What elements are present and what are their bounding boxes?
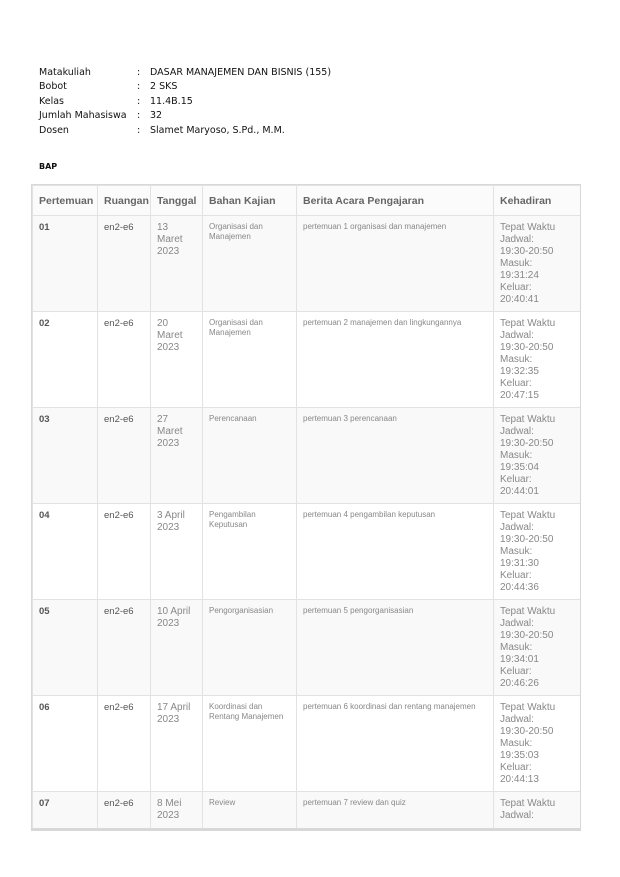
- column-header: Bahan Kajian: [203, 186, 297, 216]
- attendance-line: Jadwal:: [500, 522, 534, 533]
- attendance: [494, 600, 582, 696]
- info-colon: :: [137, 66, 141, 78]
- attendance-line: Keluar:: [500, 378, 532, 389]
- column-header: Ruangan: [98, 186, 151, 216]
- attendance-line: Jadwal:: [500, 234, 534, 245]
- meeting-number: 03: [33, 408, 98, 504]
- attendance-line: Masuk:: [500, 738, 533, 749]
- column-header: Kehadiran: [494, 186, 582, 216]
- attendance-line: 19:35:04: [500, 462, 539, 473]
- attendance-line: 19:35:03: [500, 750, 539, 761]
- attendance: [494, 696, 582, 792]
- table-row: [33, 216, 582, 312]
- attendance-line: Jadwal:: [500, 330, 534, 341]
- info-row: [39, 94, 331, 109]
- info-row: [39, 109, 331, 124]
- attendance: [494, 792, 582, 832]
- attendance-line: Tepat Waktu: [500, 318, 556, 329]
- attendance-line: 20:44:01: [500, 486, 539, 497]
- attendance: [494, 312, 582, 408]
- attendance-line: 19:34:01: [500, 654, 539, 665]
- info-label: Bobot: [39, 81, 67, 93]
- date: 17 April 2023: [151, 696, 203, 792]
- attendance-line: Keluar:: [500, 474, 532, 485]
- table-row: [33, 504, 582, 600]
- attendance-line: 19:30-20:50: [500, 534, 554, 545]
- meeting-number: 01: [33, 216, 98, 312]
- attendance-line: 20:44:36: [500, 582, 539, 593]
- attendance-line: 20:47:15: [500, 390, 539, 401]
- report: pertemuan 4 pengambilan keputusan: [297, 504, 494, 600]
- attendance-line: Masuk:: [500, 546, 533, 557]
- report: pertemuan 3 perencanaan: [297, 408, 494, 504]
- attendance-line: Masuk:: [500, 258, 533, 269]
- attendance-line: 20:44:13: [500, 774, 539, 785]
- meeting-number: 04: [33, 504, 98, 600]
- attendance-line: 19:30-20:50: [500, 342, 554, 353]
- attendance-line: 20:46:26: [500, 678, 539, 689]
- room: en2-e6: [98, 600, 151, 696]
- info-row: [39, 123, 331, 138]
- date: 27 Maret 2023: [151, 408, 203, 504]
- info-colon: :: [137, 110, 141, 122]
- attendance-line: 19:31:30: [500, 558, 539, 569]
- table-row: [33, 408, 582, 504]
- attendance: [494, 408, 582, 504]
- info-value: Slamet Maryoso, S.Pd., M.M.: [150, 124, 285, 136]
- attendance: [494, 216, 582, 312]
- topic: Organisasi dan Manajemen: [203, 216, 297, 312]
- attendance-line: Jadwal:: [500, 426, 534, 437]
- topic: Pengorganisasian: [203, 600, 297, 696]
- attendance-line: 20:40:41: [500, 294, 539, 305]
- info-row: [39, 80, 331, 95]
- date: 10 April 2023: [151, 600, 203, 696]
- date: 8 Mei 2023: [151, 792, 203, 832]
- topic: Organisasi dan Manajemen: [203, 312, 297, 408]
- meeting-number: 02: [33, 312, 98, 408]
- topic: Koordinasi dan Rentang Manajemen: [203, 696, 297, 792]
- attendance-line: Tepat Waktu: [500, 414, 556, 425]
- report: pertemuan 7 review dan quiz: [297, 792, 494, 832]
- section-title: BAP: [39, 162, 58, 171]
- topic: Perencanaan: [203, 408, 297, 504]
- column-header: Tanggal: [151, 186, 203, 216]
- attendance-line: 19:30-20:50: [500, 630, 554, 641]
- course-info: [39, 65, 331, 138]
- meeting-number: 05: [33, 600, 98, 696]
- attendance-line: 19:30-20:50: [500, 726, 554, 737]
- report: pertemuan 2 manajemen dan lingkungannya: [297, 312, 494, 408]
- info-colon: :: [137, 124, 141, 136]
- attendance: [494, 504, 582, 600]
- info-value: 32: [150, 110, 163, 122]
- attendance-line: Tepat Waktu: [500, 222, 556, 233]
- table-row: [33, 696, 582, 792]
- report: pertemuan 5 pengorganisasian: [297, 600, 494, 696]
- attendance-line: Tepat Waktu: [500, 510, 556, 521]
- meeting-number: 06: [33, 696, 98, 792]
- date: 20 Maret 2023: [151, 312, 203, 408]
- info-value: 2 SKS: [150, 81, 178, 93]
- report: pertemuan 1 organisasi dan manajemen: [297, 216, 494, 312]
- attendance-line: Keluar:: [500, 762, 532, 773]
- attendance-line: Keluar:: [500, 570, 532, 581]
- attendance-line: Keluar:: [500, 666, 532, 677]
- date: 13 Maret 2023: [151, 216, 203, 312]
- column-header: Pertemuan: [33, 186, 98, 216]
- info-label: Jumlah Mahasiswa: [39, 110, 127, 122]
- topic: Review: [203, 792, 297, 832]
- info-colon: :: [137, 81, 141, 93]
- info-row: [39, 65, 331, 80]
- table-header-row: [33, 186, 582, 216]
- attendance-line: 19:30-20:50: [500, 246, 554, 257]
- info-label: Dosen: [39, 124, 69, 136]
- room: en2-e6: [98, 504, 151, 600]
- room: en2-e6: [98, 408, 151, 504]
- info-value: DASAR MANAJEMEN DAN BISNIS (155): [150, 66, 332, 78]
- attendance-line: Masuk:: [500, 354, 533, 365]
- attendance-line: Masuk:: [500, 450, 533, 461]
- table-row: [33, 312, 582, 408]
- attendance-line: Jadwal:: [500, 714, 534, 725]
- attendance-line: Tepat Waktu: [500, 702, 556, 713]
- attendance-line: Jadwal:: [500, 618, 534, 629]
- meeting-number: 07: [33, 792, 98, 832]
- topic: Pengambilan Keputusan: [203, 504, 297, 600]
- attendance-line: Jadwal:: [500, 810, 534, 821]
- info-label: Matakuliah: [39, 66, 91, 78]
- attendance-line: 19:31:24: [500, 270, 539, 281]
- info-colon: :: [137, 95, 141, 107]
- column-header: Berita Acara Pengajaran: [297, 186, 494, 216]
- bap-table-container: [31, 184, 581, 831]
- attendance-line: Keluar:: [500, 282, 532, 293]
- table-row: [33, 600, 582, 696]
- date: 3 April 2023: [151, 504, 203, 600]
- room: en2-e6: [98, 312, 151, 408]
- attendance-line: Tepat Waktu: [500, 798, 556, 809]
- info-value: 11.4B.15: [150, 95, 193, 107]
- attendance-line: Masuk:: [500, 642, 533, 653]
- attendance-line: 19:32:35: [500, 366, 539, 377]
- attendance-line: 19:30-20:50: [500, 438, 554, 449]
- report: pertemuan 6 koordinasi dan rentang manajemen: [297, 696, 494, 792]
- room: en2-e6: [98, 792, 151, 832]
- room: en2-e6: [98, 696, 151, 792]
- room: en2-e6: [98, 216, 151, 312]
- attendance-line: Tepat Waktu: [500, 606, 556, 617]
- table-row: [33, 792, 582, 832]
- info-label: Kelas: [39, 95, 65, 107]
- bap-table: [32, 185, 581, 831]
